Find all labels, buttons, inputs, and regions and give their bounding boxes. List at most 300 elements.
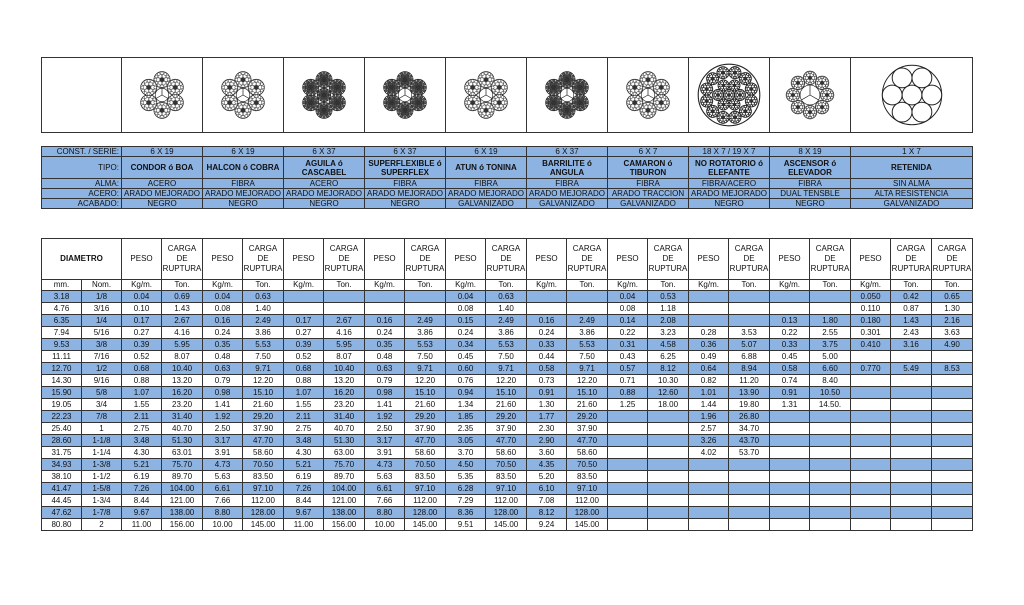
spec-label: TIPO:: [42, 157, 122, 179]
unit-carga: Ton.: [324, 280, 365, 291]
table-cell: [891, 411, 932, 423]
carga-header: CARGA DE RUPTURA: [162, 239, 203, 280]
table-cell: 29.20: [486, 411, 527, 423]
table-cell: [851, 519, 891, 531]
table-cell: 5.63: [203, 471, 243, 483]
table-cell: [810, 471, 851, 483]
table-cell: [891, 399, 932, 411]
table-cell: 128.00: [567, 507, 608, 519]
table-cell: [770, 495, 810, 507]
table-cell: 47.70: [486, 435, 527, 447]
table-cell: 97.10: [567, 483, 608, 495]
spec-construccion-cell: 6 X 37: [284, 147, 365, 157]
cell-nom: 1-3/8: [82, 459, 122, 471]
table-cell: 1.41: [203, 399, 243, 411]
table-cell: 3.48: [122, 435, 162, 447]
table-cell: 0.08: [446, 303, 486, 315]
table-cell: 138.00: [324, 507, 365, 519]
table-cell: 11.00: [284, 519, 324, 531]
table-cell: [567, 303, 608, 315]
peso-header: PESO: [203, 239, 243, 280]
table-cell: [324, 303, 365, 315]
peso-header: PESO: [122, 239, 162, 280]
table-cell: 3.16: [891, 339, 932, 351]
rope-6x19-fiber-core-icon: [135, 68, 189, 122]
cell-nom: 1/2: [82, 363, 122, 375]
spec-label: ALMA:: [42, 179, 122, 189]
table-cell: [405, 303, 446, 315]
spec-acabado-cell: GALVANIZADO: [608, 199, 689, 209]
cell-mm: 3.18: [42, 291, 82, 303]
table-cell: [689, 495, 729, 507]
spec-alma-cell: ACERO: [122, 179, 203, 189]
table-cell: 58.60: [486, 447, 527, 459]
rope-image-cell: [689, 58, 770, 133]
table-cell: 21.60: [243, 399, 284, 411]
table-cell: 6.28: [446, 483, 486, 495]
table-cell: 4.90: [932, 339, 973, 351]
table-cell: [891, 447, 932, 459]
cell-mm: 31.75: [42, 447, 82, 459]
table-cell: 0.65: [932, 291, 973, 303]
table-cell: 0.22: [770, 327, 810, 339]
table-cell: 12.20: [486, 375, 527, 387]
table-cell: 0.04: [122, 291, 162, 303]
table-cell: 2.16: [932, 315, 973, 327]
table-cell: 3.86: [243, 327, 284, 339]
table-cell: [851, 435, 891, 447]
table-cell: [891, 471, 932, 483]
table-cell: 0.68: [122, 363, 162, 375]
table-cell: 0.16: [527, 315, 567, 327]
table-cell: 0.110: [851, 303, 891, 315]
table-cell: 0.91: [527, 387, 567, 399]
table-cell: 2.67: [324, 315, 365, 327]
table-cell: 5.53: [486, 339, 527, 351]
spec-acabado-cell: GALVANIZADO: [446, 199, 527, 209]
table-row: [42, 411, 973, 423]
table-cell: 3.91: [365, 447, 405, 459]
cell-mm: 41.47: [42, 483, 82, 495]
table-cell: 0.64: [689, 363, 729, 375]
spec-row-acero: [42, 189, 973, 199]
spec-label: ACERO:: [42, 189, 122, 199]
table-cell: 3.05: [446, 435, 486, 447]
table-cell: 2.43: [891, 327, 932, 339]
spec-alma-cell: FIBRA/ACERO: [689, 179, 770, 189]
table-cell: 2.35: [446, 423, 486, 435]
table-cell: 47.70: [405, 435, 446, 447]
spec-acabado-cell: NEGRO: [365, 199, 446, 209]
table-cell: 3.26: [689, 435, 729, 447]
table-cell: 63.00: [324, 447, 365, 459]
table-cell: [810, 435, 851, 447]
table-row: [42, 483, 973, 495]
table-cell: 9.67: [284, 507, 324, 519]
table-cell: [810, 447, 851, 459]
table-cell: 7.66: [365, 495, 405, 507]
table-cell: 2.75: [284, 423, 324, 435]
table-cell: 63.01: [162, 447, 203, 459]
table-cell: 0.49: [689, 351, 729, 363]
table-cell: 6.10: [527, 483, 567, 495]
table-cell: 2.90: [527, 435, 567, 447]
table-cell: 37.90: [243, 423, 284, 435]
table-cell: 1.40: [243, 303, 284, 315]
table-row: [42, 447, 973, 459]
table-cell: 3.53: [729, 327, 770, 339]
table-cell: [648, 519, 689, 531]
carga-header: CARGA DE RUPTURA: [729, 239, 770, 280]
table-cell: 7.66: [203, 495, 243, 507]
table-cell: [689, 303, 729, 315]
table-cell: 15.10: [243, 387, 284, 399]
table-cell: 34.70: [729, 423, 770, 435]
table-cell: [770, 435, 810, 447]
spec-construccion-cell: 1 X 7: [851, 147, 973, 157]
spec-acero-cell: ARADO MEJORADO: [284, 189, 365, 199]
table-cell: 40.70: [162, 423, 203, 435]
table-cell: 97.10: [243, 483, 284, 495]
spec-alma-cell: FIBRA: [365, 179, 446, 189]
table-cell: [851, 471, 891, 483]
cell-nom: 9/16: [82, 375, 122, 387]
unit-carga: Ton.: [810, 280, 851, 291]
table-cell: 5.49: [891, 363, 932, 375]
table-cell: 0.71: [608, 375, 648, 387]
table-cell: 2.75: [122, 423, 162, 435]
table-cell: 5.53: [243, 339, 284, 351]
table-cell: 5.07: [729, 339, 770, 351]
table-cell: 47.70: [567, 435, 608, 447]
table-cell: [891, 495, 932, 507]
table-cell: 8.94: [729, 363, 770, 375]
table-cell: 4.16: [324, 327, 365, 339]
table-cell: [648, 459, 689, 471]
table-cell: 5.95: [324, 339, 365, 351]
spec-row-tipo: [42, 157, 973, 179]
cell-mm: 80.80: [42, 519, 82, 531]
unit-carga: Ton.: [243, 280, 284, 291]
table-cell: [770, 519, 810, 531]
cell-mm: 6.35: [42, 315, 82, 327]
table-cell: [891, 507, 932, 519]
table-cell: 47.70: [243, 435, 284, 447]
table-cell: [365, 291, 405, 303]
cell-nom: 7/16: [82, 351, 122, 363]
table-cell: [770, 447, 810, 459]
spec-tipo-cell: RETENIDA: [851, 157, 973, 179]
table-cell: 9.71: [243, 363, 284, 375]
table-cell: 9.71: [405, 363, 446, 375]
rope-18x7-nonrotating-icon: [696, 62, 762, 128]
table-cell: 3.75: [810, 339, 851, 351]
spec-table: [41, 146, 973, 209]
table-cell: 2.49: [567, 315, 608, 327]
table-cell: 0.15: [446, 315, 486, 327]
table-cell: [810, 411, 851, 423]
table-row: [42, 291, 973, 303]
table-cell: 0.35: [203, 339, 243, 351]
table-cell: [729, 495, 770, 507]
table-cell: [932, 351, 973, 363]
rope-image-cell: [365, 58, 446, 133]
spec-tipo-cell: BARRILITE ó ANGULA: [527, 157, 608, 179]
table-cell: 75.70: [162, 459, 203, 471]
table-cell: 43.70: [729, 435, 770, 447]
table-cell: 2.55: [810, 327, 851, 339]
table-cell: 29.20: [567, 411, 608, 423]
table-cell: 18.00: [648, 399, 689, 411]
table-cell: 6.61: [203, 483, 243, 495]
blank-corner-cell: [42, 58, 122, 133]
rope-image-cell: [446, 58, 527, 133]
table-cell: [729, 471, 770, 483]
table-cell: [648, 471, 689, 483]
unit-peso: Kg/m.: [203, 280, 243, 291]
table-cell: 83.50: [405, 471, 446, 483]
table-cell: 0.45: [446, 351, 486, 363]
table-cell: [891, 459, 932, 471]
table-cell: 26.80: [729, 411, 770, 423]
cell-nom: 1: [82, 423, 122, 435]
rope-8x19-fiber-core-icon: [783, 68, 837, 122]
table-cell: 11.20: [729, 375, 770, 387]
table-cell: 0.98: [203, 387, 243, 399]
table-cell: 112.00: [405, 495, 446, 507]
table-cell: 37.90: [405, 423, 446, 435]
table-cell: [729, 315, 770, 327]
table-cell: [932, 507, 973, 519]
table-cell: 10.40: [324, 363, 365, 375]
table-cell: 83.50: [243, 471, 284, 483]
table-cell: 1.31: [770, 399, 810, 411]
spec-row-construccion: [42, 147, 973, 157]
cell-mm: 12.70: [42, 363, 82, 375]
table-cell: 1.25: [608, 399, 648, 411]
table-cell: 2.11: [284, 411, 324, 423]
table-cell: [689, 291, 729, 303]
table-cell: 0.17: [284, 315, 324, 327]
table-cell: 10.50: [810, 387, 851, 399]
unit-nom: Nom.: [82, 280, 122, 291]
carga-header: CARGA DE RUPTURA: [243, 239, 284, 280]
table-cell: 1.92: [203, 411, 243, 423]
cell-nom: 1-7/8: [82, 507, 122, 519]
table-cell: 37.90: [567, 423, 608, 435]
table-cell: 8.12: [527, 507, 567, 519]
table-cell: 10.40: [162, 363, 203, 375]
table-row: [42, 363, 973, 375]
table-cell: 70.50: [567, 459, 608, 471]
table-cell: 0.24: [527, 327, 567, 339]
table-cell: 0.36: [689, 339, 729, 351]
spec-alma-cell: SIN ALMA: [851, 179, 973, 189]
table-cell: 5.21: [284, 459, 324, 471]
table-cell: 6.19: [284, 471, 324, 483]
unit-peso: Kg/m.: [284, 280, 324, 291]
table-cell: 9.71: [486, 363, 527, 375]
table-cell: [689, 483, 729, 495]
table-cell: [689, 315, 729, 327]
spec-tipo-cell: HALCON ó COBRA: [203, 157, 284, 179]
cell-mm: 25.40: [42, 423, 82, 435]
table-cell: 4.58: [648, 339, 689, 351]
table-row: [42, 435, 973, 447]
table-cell: [770, 423, 810, 435]
spec-tipo-cell: ATUN ó TONINA: [446, 157, 527, 179]
unit-peso: Kg/m.: [689, 280, 729, 291]
table-cell: 1.07: [122, 387, 162, 399]
table-row: [42, 399, 973, 411]
table-cell: 0.27: [284, 327, 324, 339]
table-cell: [932, 495, 973, 507]
table-cell: [648, 483, 689, 495]
table-cell: [932, 399, 973, 411]
table-cell: 83.50: [486, 471, 527, 483]
spec-acabado-cell: NEGRO: [770, 199, 851, 209]
table-cell: [770, 303, 810, 315]
table-cell: 0.52: [122, 351, 162, 363]
table-cell: 8.07: [324, 351, 365, 363]
table-cell: 1.34: [446, 399, 486, 411]
table-cell: 3.48: [284, 435, 324, 447]
table-row: [42, 303, 973, 315]
table-cell: 7.08: [527, 495, 567, 507]
table-cell: [932, 447, 973, 459]
table-row: [42, 507, 973, 519]
table-cell: 6.88: [729, 351, 770, 363]
table-cell: 0.31: [608, 339, 648, 351]
spec-alma-cell: FIBRA: [527, 179, 608, 189]
diametro-header: DIAMETRO: [42, 239, 122, 280]
rope-image-cell: [203, 58, 284, 133]
table-cell: [567, 291, 608, 303]
rope-image-cell: [284, 58, 365, 133]
spec-acabado-cell: NEGRO: [122, 199, 203, 209]
table-cell: [932, 435, 973, 447]
table-cell: [932, 483, 973, 495]
table-cell: 0.770: [851, 363, 891, 375]
table-row: [42, 327, 973, 339]
table-row: [42, 315, 973, 327]
table-cell: 145.00: [567, 519, 608, 531]
table-cell: 8.44: [122, 495, 162, 507]
table-cell: 1.30: [527, 399, 567, 411]
table-cell: 4.35: [527, 459, 567, 471]
table-cell: [608, 507, 648, 519]
peso-header: PESO: [689, 239, 729, 280]
table-cell: 0.88: [608, 387, 648, 399]
table-row: [42, 459, 973, 471]
table-cell: 29.20: [405, 411, 446, 423]
table-cell: 5.35: [446, 471, 486, 483]
spec-construccion-cell: 6 X 19: [203, 147, 284, 157]
table-cell: [324, 291, 365, 303]
unit-peso: Kg/m.: [446, 280, 486, 291]
table-cell: [851, 507, 891, 519]
peso-header: PESO: [284, 239, 324, 280]
spec-acero-cell: ARADO MEJORADO: [689, 189, 770, 199]
table-cell: [810, 507, 851, 519]
spec-tipo-cell: ASCENSOR ó ELEVADOR: [770, 157, 851, 179]
unit-carga: Ton.: [648, 280, 689, 291]
spec-construccion-cell: 6 X 37: [365, 147, 446, 157]
spec-label: ACABADO:: [42, 199, 122, 209]
table-cell: [405, 291, 446, 303]
spec-acero-cell: ARADO MEJORADO: [203, 189, 284, 199]
table-cell: [608, 459, 648, 471]
carga-header: CARGA DE RUPTURA: [891, 239, 932, 280]
table-cell: 1.80: [810, 315, 851, 327]
cell-nom: 1-1/2: [82, 471, 122, 483]
table-cell: 5.95: [162, 339, 203, 351]
table-cell: 0.33: [770, 339, 810, 351]
table-cell: 2.49: [405, 315, 446, 327]
rope-6x37-fiber-core-icon: [540, 68, 594, 122]
table-cell: 0.39: [122, 339, 162, 351]
unit-carga: Ton.: [405, 280, 446, 291]
table-cell: 0.88: [284, 375, 324, 387]
table-cell: 89.70: [162, 471, 203, 483]
table-cell: 53.70: [729, 447, 770, 459]
table-cell: [608, 411, 648, 423]
table-cell: 121.00: [162, 495, 203, 507]
table-cell: 9.24: [527, 519, 567, 531]
rope-image-cell: [608, 58, 689, 133]
table-cell: [608, 447, 648, 459]
cell-nom: 2: [82, 519, 122, 531]
table-cell: [608, 483, 648, 495]
table-cell: 2.30: [527, 423, 567, 435]
table-cell: 21.60: [405, 399, 446, 411]
table-cell: [365, 303, 405, 315]
table-cell: [810, 303, 851, 315]
spec-construccion-cell: 18 X 7 / 19 X 7: [689, 147, 770, 157]
spec-construccion-cell: 6 X 7: [608, 147, 689, 157]
table-cell: 0.10: [122, 303, 162, 315]
table-cell: 0.82: [689, 375, 729, 387]
table-cell: 89.70: [324, 471, 365, 483]
cell-nom: 1-1/4: [82, 447, 122, 459]
table-cell: 0.24: [203, 327, 243, 339]
spec-acabado-cell: NEGRO: [689, 199, 770, 209]
table-cell: 2.49: [486, 315, 527, 327]
rope-6x7-fiber-core-icon: [621, 68, 675, 122]
table-cell: 1.44: [689, 399, 729, 411]
table-cell: [932, 459, 973, 471]
spec-acabado-cell: GALVANIZADO: [851, 199, 973, 209]
table-cell: 4.73: [365, 459, 405, 471]
table-cell: 145.00: [486, 519, 527, 531]
table-cell: 1.01: [689, 387, 729, 399]
cell-mm: 14.30: [42, 375, 82, 387]
unit-peso: Kg/m.: [770, 280, 810, 291]
table-cell: 70.50: [243, 459, 284, 471]
table-cell: 0.14: [608, 315, 648, 327]
table-cell: [851, 411, 891, 423]
spec-acero-cell: ARADO MEJORADO: [365, 189, 446, 199]
table-cell: 4.30: [284, 447, 324, 459]
spec-acabado-cell: GALVANIZADO: [527, 199, 608, 209]
cell-nom: 5/8: [82, 387, 122, 399]
rope-cross-section-table: [41, 57, 973, 133]
table-cell: [648, 423, 689, 435]
table-cell: 0.22: [608, 327, 648, 339]
table-cell: [527, 291, 567, 303]
table-cell: [608, 423, 648, 435]
table-cell: [648, 411, 689, 423]
